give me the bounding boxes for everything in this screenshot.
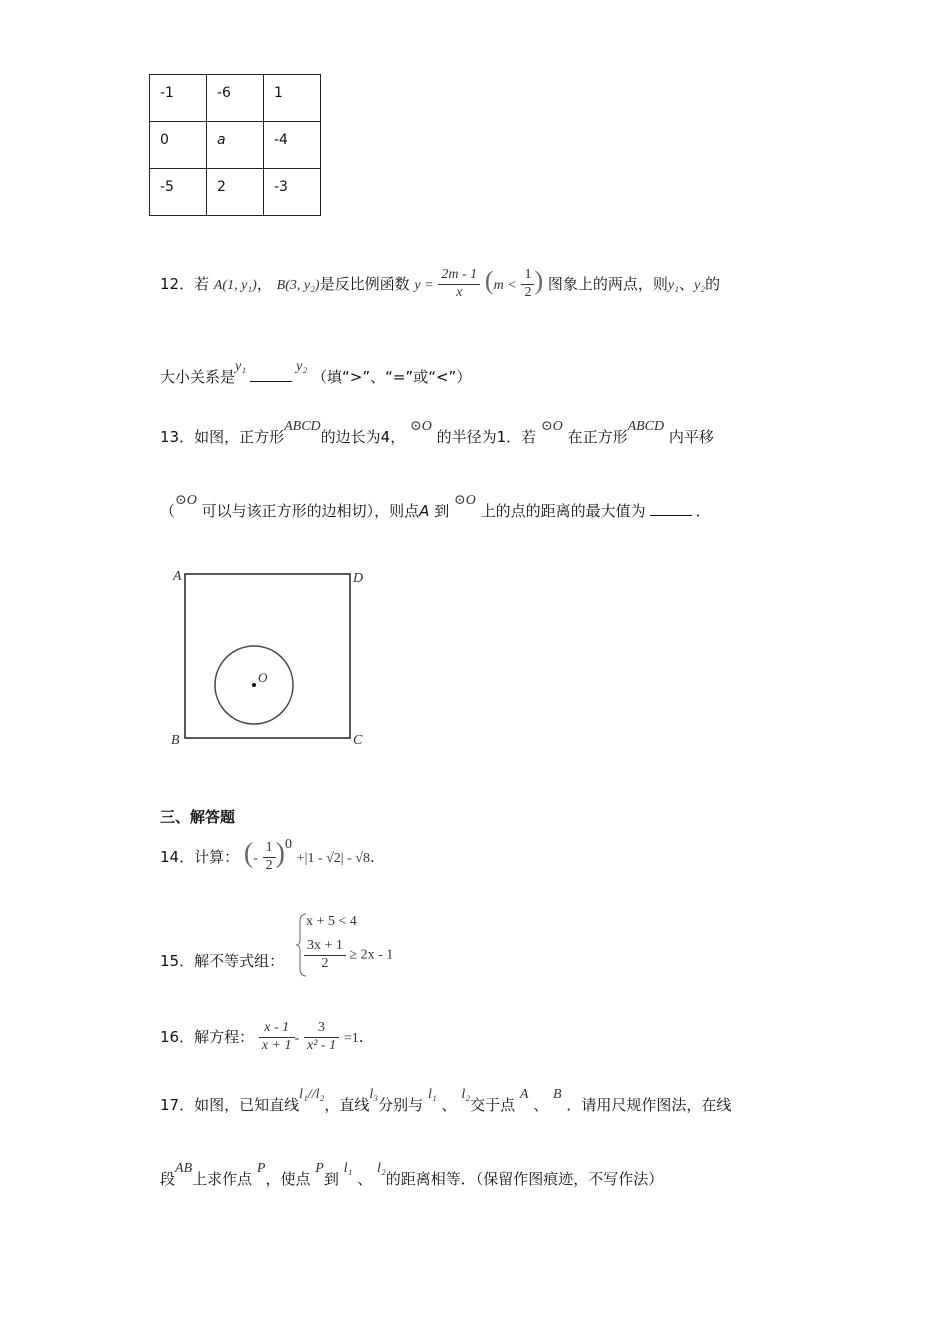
q16-rest: =1 bbox=[343, 1030, 359, 1046]
grid-cell: a bbox=[207, 122, 264, 169]
q16-fraction-2 bbox=[304, 1020, 339, 1055]
q15-den: 2 bbox=[321, 955, 329, 971]
q17-p: P bbox=[256, 1161, 266, 1176]
q13-t3: 在正方形 bbox=[567, 428, 628, 446]
q15-num: 3x + 1 bbox=[304, 938, 346, 956]
grid-row bbox=[150, 122, 321, 169]
q17-sep-2: 、 bbox=[533, 1096, 549, 1114]
q12-text1: 是反比例函数 bbox=[319, 275, 410, 293]
q12-cond-m: m < bbox=[493, 278, 517, 293]
q12-func-num: 2m - 1 bbox=[438, 267, 480, 285]
q13-circle-o-2: ⊙O bbox=[540, 419, 563, 434]
q17-l1-2: l₁ bbox=[343, 1161, 353, 1176]
q13-l2-open: （ bbox=[160, 502, 176, 520]
q15-ineq1: x + 5 < 4 bbox=[306, 914, 357, 929]
q17-line2-e: 的距离相等．（保留作图痕迹，不写作法） bbox=[385, 1170, 664, 1188]
q17-t3: 交于点 bbox=[470, 1096, 516, 1114]
q12-answer-blank[interactable] bbox=[250, 380, 292, 382]
q17-l2-2: l₂ bbox=[376, 1161, 386, 1176]
q13-number: 13．如图，正方形 bbox=[160, 428, 285, 446]
question-16 bbox=[160, 1020, 364, 1055]
question-13 bbox=[160, 419, 714, 447]
question-12-line2 bbox=[160, 359, 472, 387]
q13-abcd-2: ABCD bbox=[627, 419, 665, 434]
grid-cell: -3 bbox=[264, 169, 321, 216]
q13-t4: 内平移 bbox=[668, 428, 714, 446]
grid-cell: 0 bbox=[150, 122, 207, 169]
q17-label: 17．如图，已知直线 bbox=[160, 1096, 300, 1114]
q14-rest: +|1 - √2| - √8 bbox=[296, 851, 370, 866]
center-point bbox=[252, 683, 256, 687]
q17-l3: l₃ bbox=[369, 1087, 379, 1102]
q14-neg: - bbox=[253, 851, 258, 866]
q12-cond-den: 2 bbox=[524, 285, 532, 300]
q12-y2: y₂ bbox=[694, 278, 706, 293]
q17-l1: l₁ bbox=[427, 1087, 437, 1102]
q13-abcd: ABCD bbox=[284, 419, 321, 434]
number-grid bbox=[149, 74, 321, 216]
q16-minus: - bbox=[294, 1030, 300, 1046]
q14-num: 1 bbox=[263, 840, 276, 858]
q17-l1l2: l₁//l₂ bbox=[299, 1087, 325, 1102]
q16-end: . bbox=[358, 1027, 364, 1046]
q12-line2-suffix: （填“>”、“=”或“<”） bbox=[311, 368, 472, 386]
q15-ineq2-rest: ≥ 2x - 1 bbox=[349, 947, 394, 963]
q16-d2: x² - 1 bbox=[307, 1037, 337, 1053]
question-17-line2 bbox=[160, 1161, 664, 1189]
question-13-line2 bbox=[160, 493, 711, 521]
q14-power: 0 bbox=[284, 837, 292, 852]
label-d: D bbox=[353, 571, 364, 586]
q16-n1: x - 1 bbox=[259, 1020, 295, 1038]
q17-t1: ，直线 bbox=[324, 1096, 370, 1114]
q13-circle-o: ⊙O bbox=[409, 419, 432, 434]
grid-cell: -1 bbox=[150, 75, 207, 122]
q13-answer-blank[interactable] bbox=[650, 514, 692, 516]
q12-point-b: B(3, y₂) bbox=[276, 278, 320, 293]
q12-text3: 的 bbox=[705, 275, 721, 293]
q12-number: 12．若 bbox=[160, 275, 210, 293]
question-12: 12．若 A(1, y₁)， B(3, y₂)是反比例函数 y = $\frac{2m - 1}{x}$ (m < $\frac{1}{2}$ ) 图象上的两点，则y₁、y₂的 bbox=[160, 266, 721, 300]
q17-a: A bbox=[519, 1087, 529, 1102]
q12-y1: y₁ bbox=[667, 278, 679, 293]
q17-p-2: P bbox=[315, 1161, 324, 1176]
square-circle-figure bbox=[165, 562, 375, 752]
q14-fraction bbox=[263, 840, 276, 875]
q12-sep: 、 bbox=[679, 275, 695, 293]
q12-cond-num: 1 bbox=[521, 267, 534, 285]
q16-label: 16．解方程： bbox=[160, 1027, 255, 1046]
q15-fraction bbox=[304, 938, 346, 973]
q17-line2-a: 段 bbox=[160, 1170, 176, 1188]
q17-sep: 、 bbox=[441, 1096, 457, 1114]
label-o: O bbox=[258, 670, 268, 685]
q14-end: . bbox=[369, 848, 375, 866]
q17-line2-b: 上求作点 bbox=[192, 1170, 253, 1188]
q17-sep-3: 、 bbox=[357, 1170, 373, 1188]
q17-l2: l₂ bbox=[461, 1087, 471, 1102]
label-b: B bbox=[171, 733, 180, 748]
q17-ab: AB bbox=[175, 1161, 193, 1176]
q14-label: 14．计算： bbox=[160, 848, 240, 866]
grid-cell: 2 bbox=[207, 169, 264, 216]
q17-line2-d: 到 bbox=[323, 1170, 339, 1188]
q13-circle-o-3: ⊙O bbox=[175, 493, 197, 508]
question-14: 14．计算： (- $\frac{1}{2}$ )0 +|1 - √2| - √8. bbox=[160, 837, 375, 873]
q17-line2-c: ，使点 bbox=[265, 1170, 311, 1188]
q14-den: 2 bbox=[265, 858, 273, 873]
q13-t1: 的边长为4， bbox=[320, 428, 406, 446]
question-17 bbox=[160, 1087, 732, 1115]
q15-ineq2 bbox=[304, 938, 393, 973]
q12-func-den: x bbox=[456, 285, 463, 300]
q12-cond-fraction bbox=[521, 267, 534, 302]
label-a: A bbox=[173, 569, 182, 584]
label-c: C bbox=[353, 733, 363, 748]
grid-cell: -4 bbox=[264, 122, 321, 169]
section-heading: 三、解答题 bbox=[160, 808, 236, 826]
q16-d1: x + 1 bbox=[261, 1037, 292, 1053]
q13-l2-a: A bbox=[419, 502, 430, 520]
q12-func-y: y = bbox=[414, 278, 434, 293]
q12-y2-answer: y₂ bbox=[296, 359, 308, 374]
q13-circle-o-4: ⊙O bbox=[454, 493, 476, 508]
q13-l2-t3: 上的点的距离的最大值为 bbox=[480, 502, 646, 520]
square-abcd bbox=[185, 574, 350, 738]
q13-t2: 的半径为1．若 bbox=[436, 428, 537, 446]
grid-cell: -5 bbox=[150, 169, 207, 216]
grid-cell: -6 bbox=[207, 75, 264, 122]
q17-b: B bbox=[553, 1087, 562, 1102]
grid-row bbox=[150, 75, 321, 122]
q12-line2-prefix: 大小关系是 bbox=[160, 368, 236, 386]
q13-l2-end: ． bbox=[695, 502, 711, 520]
q12-y1-answer: y₁ bbox=[235, 359, 247, 374]
q16-fraction-1 bbox=[259, 1020, 295, 1055]
q13-l2-t1: 可以与该正方形的边相切），则点 bbox=[201, 502, 420, 520]
question-15-label: 15．解不等式组： bbox=[160, 952, 285, 970]
q16-n2: 3 bbox=[304, 1020, 339, 1038]
grid-row bbox=[150, 169, 321, 216]
q12-point-a: A(1, y₁) bbox=[213, 278, 257, 293]
q12-func-fraction bbox=[438, 267, 480, 302]
q17-t2: 分别与 bbox=[378, 1096, 424, 1114]
q12-text2: 图象上的两点，则 bbox=[547, 275, 668, 293]
q17-t4: ．请用尺规作图法，在线 bbox=[566, 1096, 732, 1114]
q13-l2-t2: 到 bbox=[434, 502, 450, 520]
grid-cell: 1 bbox=[264, 75, 321, 122]
